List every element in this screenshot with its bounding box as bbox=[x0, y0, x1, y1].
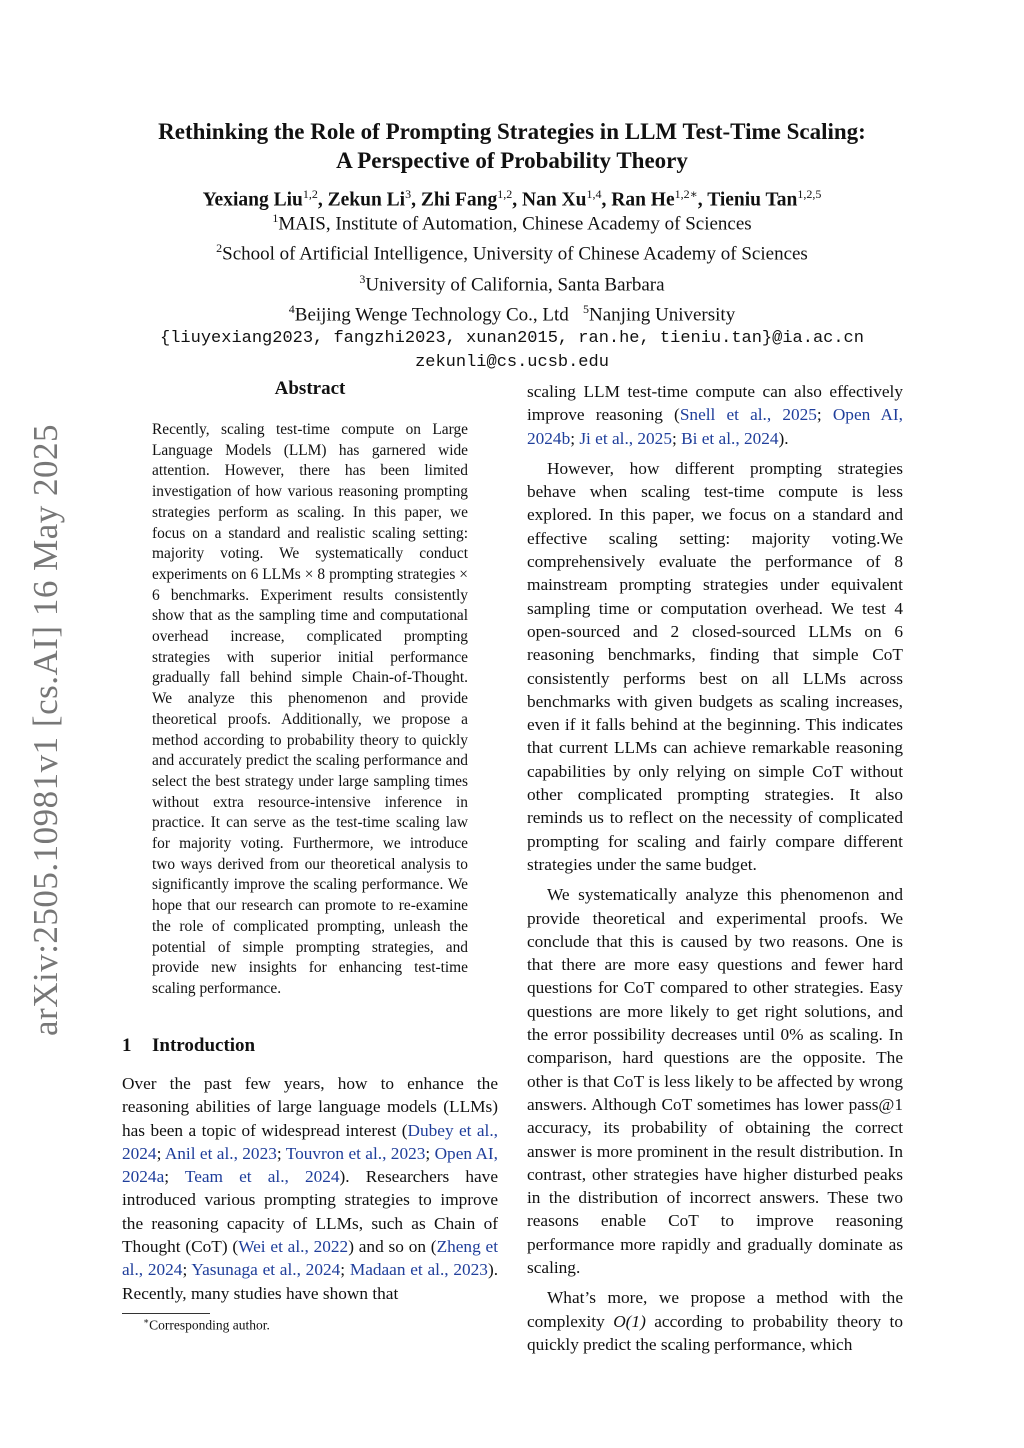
body-text: ) and so on ( bbox=[348, 1237, 437, 1257]
affiliation-1 bbox=[100, 206, 924, 236]
author-name: Tieniu Tan bbox=[707, 189, 798, 211]
footnote-text: Corresponding author. bbox=[149, 1317, 270, 1333]
citation-link[interactable]: Wei et al., 2022 bbox=[238, 1237, 349, 1257]
affiliation-text: School of Artificial Intelligence, University of Chinese Academy of Sciences bbox=[222, 243, 808, 265]
citation-link[interactable]: Anil et al., 2023 bbox=[164, 1143, 277, 1163]
right-column-text bbox=[527, 380, 903, 1363]
citation-link[interactable]: Madaan et al., 2023 bbox=[349, 1260, 488, 1280]
arxiv-stamp-text: arXiv:2505.10981v1 [cs.AI] 16 May 2025 bbox=[26, 424, 65, 1036]
body-text: ). Recently, many studies have shown that bbox=[122, 1260, 499, 1303]
title-line-1: Rethinking the Role of Prompting Strategies in LLM Test-Time Scaling: bbox=[158, 119, 866, 144]
affiliation-mark: 2 bbox=[216, 241, 223, 256]
body-text: ; bbox=[425, 1143, 435, 1163]
email-line-2: zekunli@cs.ucsb.edu bbox=[415, 353, 609, 373]
author-name: Yexiang Liu bbox=[202, 189, 303, 211]
author-name: Zhi Fang bbox=[420, 189, 498, 211]
affiliation-2 bbox=[100, 236, 924, 266]
body-text: ; bbox=[570, 428, 580, 448]
body-text: ; bbox=[816, 405, 833, 425]
footnote-divider bbox=[122, 1313, 210, 1314]
body-text: ; bbox=[276, 1143, 286, 1163]
citation-link[interactable]: Yasunaga et al., 2024 bbox=[191, 1260, 341, 1280]
author-affiliation-marks: 1,4 bbox=[586, 187, 602, 201]
citation-link[interactable]: Open AI, 2024a bbox=[122, 1143, 499, 1187]
introduction-paragraph bbox=[122, 1072, 498, 1305]
body-text: What’s more, we propose a method with the complexity bbox=[527, 1288, 903, 1331]
paragraph-continuation bbox=[527, 380, 903, 450]
citation-link[interactable]: Touvron et al., 2023 bbox=[285, 1143, 426, 1163]
affiliation-4-5 bbox=[100, 297, 924, 327]
citation-link[interactable]: Zheng et al., 2024 bbox=[122, 1237, 498, 1280]
author-affiliation-marks: 1,2,5 bbox=[797, 187, 822, 201]
body-text: ; bbox=[340, 1260, 350, 1280]
affiliation-block bbox=[100, 206, 924, 375]
author-affiliation-marks: 1,2∗ bbox=[674, 187, 698, 201]
footnote bbox=[143, 1316, 270, 1334]
author-separator: , bbox=[512, 189, 523, 211]
paragraph: However, how different prompting strategies behave when scaling test-time compute is less explored. In this paper, we focus on a standard and effective scaling setting: majority voting.We comprehensively evaluate the performance of 8 mainstream prompting strategies under equivalent sampling time or computation overhead. We test 4 open-sourced and 2 closed-sourced LLMs on 6 reasoning benchmarks, finding that simple CoT consistently performs best on all LLMs across benchmarks with given budgets as scaling increases, even if it falls behind at the beginning. This indicates that current LLMs can achieve remarkable reasoning capabilities by only relying on simple CoT without other complicated prompting strategies. It also reminds us to reflect on the necessity of complicated prompting for scaling and fairly compare different strategies under the same budget. bbox=[527, 458, 903, 874]
author-affiliation-marks: 1,2 bbox=[497, 187, 513, 201]
body-text: according to probability theory to quickly predict the scaling performance, which bbox=[527, 1311, 903, 1354]
author-separator: , bbox=[411, 189, 421, 211]
author-separator: , bbox=[317, 189, 328, 211]
paragraph: We systematically analyze this phenomenon and provide theoretical and experimental proofs. We conclude that this is caused by two reasons. One is that there are more easy questions and fewer hard questions for CoT compared to other strategies. Easy questions are more likely to get right solutions, and the error possibility decreases until 0% as scaling. In comparison, hard questions are the opposite. The other is that CoT is less likely to be affected by wrong answers. Although CoT sometimes has lower pass@1 accuracy, its probability of obtaining the correct answer is more prominent in the result distribution. In contrast, other strategies have higher disturbed peaks in the distribution of incorrect answers. These two reasons enable CoT to improve reasoning performance more rapidly and gradually dominate as scaling. bbox=[527, 885, 903, 1277]
author-name: Nan Xu bbox=[522, 189, 587, 211]
affiliation-3 bbox=[100, 267, 924, 297]
title-line-2: A Perspective of Probability Theory bbox=[336, 148, 688, 173]
body-text: ; bbox=[671, 428, 682, 448]
section-heading-introduction bbox=[122, 1035, 255, 1057]
author-affiliation-marks: 3 bbox=[405, 187, 412, 201]
affiliation-text: Beijing Wenge Technology Co., Ltd bbox=[294, 304, 569, 326]
body-text: ; bbox=[182, 1260, 192, 1280]
citation-link[interactable]: Team et al., 2024 bbox=[184, 1167, 340, 1187]
author-name: Ran He bbox=[611, 189, 675, 211]
affiliation-text: Nanjing University bbox=[589, 304, 736, 326]
section-number: 1 bbox=[122, 1035, 132, 1056]
author-affiliation-marks: 1,2 bbox=[302, 187, 318, 201]
affiliation-text: University of California, Santa Barbara bbox=[365, 273, 665, 295]
abstract-text: Recently, scaling test-time compute on Large Language Models (LLM) has garnered wide attention. However, there has been limited investigation of how various reasoning prompting strategies perform as scaling. In this paper, we focus on a standard and realistic scaling setting: majority voting. We systematically conduct experiments on 6 LLMs × 8 prompting strategies × 6 benchmarks. Experiment results consistently show that as the sampling time and computational overhead increase, complicated prompting strategies with superior initial performance gradually fall behind simple Chain-of-Thought. We analyze this phenomenon and provide theoretical proofs. Additionally, we propose a method according to probability theory to quickly and accurately predict the scaling performance and select the best strategy under large sampling times without extra resource-intensive inference in practice. It can serve as the test-time scaling law for majority voting. Furthermore, we introduce two ways derived from our theoretical analysis to significantly improve the scaling performance. We hope that our research can promote to re-examine the role of complicated prompting, unleash the potential of simple prompting strategies, and provide new insights for enhancing test-time scaling performance. bbox=[152, 421, 468, 997]
email-line-1: {liuyexiang2023, fangzhi2023, xunan2015, ran.he, tieniu.tan}@ia.ac.cn bbox=[160, 329, 864, 349]
body-text: ). bbox=[778, 428, 789, 448]
section-title: Introduction bbox=[152, 1035, 256, 1056]
affiliation-mark: 3 bbox=[359, 271, 366, 286]
body-text: ; bbox=[156, 1143, 165, 1163]
paper-title bbox=[100, 117, 924, 175]
affiliation-text: MAIS, Institute of Automation, Chinese Academy of Sciences bbox=[278, 213, 752, 235]
citation-link[interactable]: Open AI, 2024b bbox=[527, 405, 903, 448]
body-text: Over the past few years, how to enhance the reasoning abilities of large language models (LLMs) has been a topic of widespread interest ( bbox=[122, 1074, 498, 1140]
paragraph bbox=[527, 1286, 903, 1356]
author-separator: , bbox=[697, 189, 708, 211]
footnote-mark: ∗ bbox=[143, 1316, 150, 1326]
math-expression: O(1) bbox=[613, 1311, 646, 1331]
abstract-heading: Abstract bbox=[274, 378, 346, 399]
arxiv-identifier-stamp bbox=[22, 424, 70, 1036]
body-text: ). Researchers have introduced various prompting strategies to improve the reasoning capacity of LLMs, such as Chain of Thought (CoT) ( bbox=[122, 1167, 498, 1257]
citation-link[interactable]: Bi et al., 2024 bbox=[681, 428, 779, 448]
citation-link[interactable]: Ji et al., 2025 bbox=[579, 428, 672, 448]
affiliation-mark: 1 bbox=[272, 211, 279, 225]
affiliation-mark: 4 bbox=[288, 301, 295, 316]
author-name: Zekun Li bbox=[327, 189, 406, 211]
body-text: scaling LLM test-time compute can also effectively improve reasoning ( bbox=[527, 382, 903, 425]
author-separator: , bbox=[601, 189, 612, 211]
citation-link[interactable]: Dubey et al., 2024 bbox=[122, 1120, 499, 1163]
body-text: ; bbox=[164, 1167, 185, 1187]
affiliation-mark: 5 bbox=[583, 301, 590, 316]
citation-link[interactable]: Snell et al., 2025 bbox=[679, 405, 817, 425]
